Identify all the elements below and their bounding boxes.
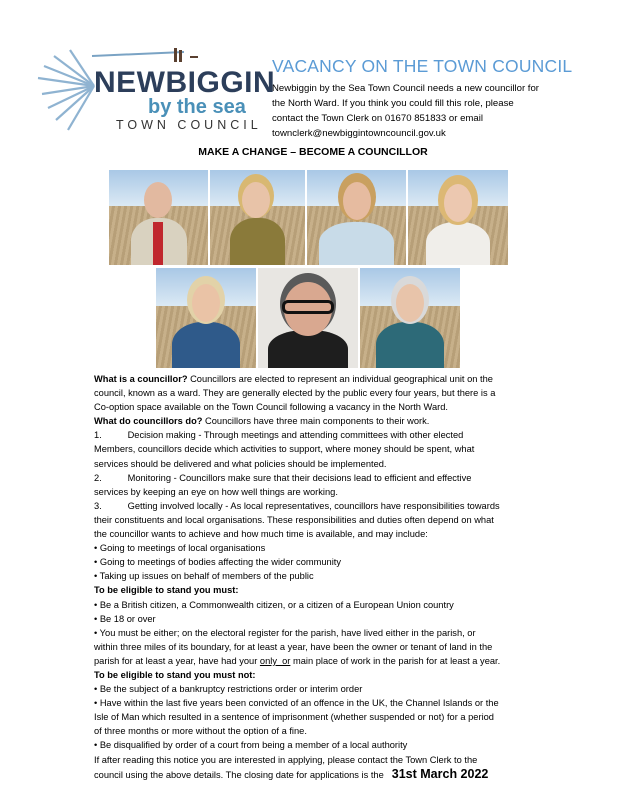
logo-wordmark: NEWBIGGIN — [94, 66, 276, 99]
body-text: Members, councillors decide which activities to support, where money should be spent, what — [94, 444, 475, 455]
sunburst-icon — [38, 50, 94, 130]
body-text: the councillor wants to achieve and how much time is available, and may include: — [94, 529, 428, 540]
body-text: Isle of Man which resulted in a sentence of imprisonment (whether suspended or not) for a period — [94, 712, 494, 723]
body-text: main place of work in the parish for at least a year. — [290, 655, 501, 666]
body-text: If after reading this notice you are interested in applying, please contact the Town Clerk to the — [94, 754, 478, 765]
headline: MAKE A CHANGE – BECOME A COUNCILLOR — [198, 146, 428, 158]
figures-icon — [174, 48, 198, 62]
numbered-item: 3. Getting involved locally - As local representatives, councillors have responsibilities towards — [94, 500, 500, 511]
body-text: council using the above details. The closing date for applications is the — [94, 769, 384, 780]
body-text: Councillors have three main components to their work. — [202, 416, 430, 427]
councillor-photo-7 — [360, 268, 460, 368]
body-text: council, known as a ward. They are generally elected by the public every four years, but there is a — [94, 388, 496, 399]
logo-tagline: by the sea — [148, 96, 246, 118]
closing-date: 31st March 2022 — [391, 766, 489, 781]
councillor-photo-6 — [258, 268, 358, 368]
body-text: within three miles of its boundary, for at least a year, have been the owner or tenant of land in the — [94, 641, 493, 652]
body-text: Co-option space available on the Town Council following a vacancy in the North Ward. — [94, 402, 448, 413]
intro-line: the North Ward. If you think you could fill this role, please — [272, 98, 514, 109]
body-text: of three months or more without the option of a fine. — [94, 726, 307, 737]
underlined-text: only or — [259, 655, 291, 666]
page-title: VACANCY ON THE TOWN COUNCIL — [272, 56, 573, 76]
logo-subtitle: TOWN COUNCIL — [116, 118, 262, 132]
body-text: services should be delivered and what policies should be implemented. — [94, 458, 387, 469]
question-heading: What do councillors do? — [94, 416, 203, 427]
what-do-paragraph — [94, 414, 530, 428]
what-is-paragraph — [94, 372, 530, 386]
intro-line: Newbiggin by the Sea Town Council needs a new councillor for — [272, 83, 540, 94]
bullet-item: • You must be either; on the electoral register for the parish, have lived either in the parish, or — [94, 627, 476, 638]
question-heading: What is a councillor? — [94, 374, 188, 384]
councillor-photo-3 — [307, 170, 406, 265]
bullet-item: • Going to meetings of bodies affecting the wider community — [94, 557, 341, 568]
body-text: their constituents and local organisations. These responsibilities and duties often depend on what — [94, 514, 494, 525]
councillor-photo-1 — [109, 170, 208, 265]
bullet-item: • Going to meetings of local organisations — [94, 543, 266, 554]
councillor-photo-5 — [156, 268, 256, 368]
bullet-item: • Taking up issues on behalf of members of the public — [94, 571, 314, 582]
notice-body — [94, 372, 530, 782]
intro-email: townclerk@newbiggintowncouncil.gov.uk — [272, 128, 446, 139]
body-text — [94, 654, 530, 668]
bullet-item: • Be disqualified by order of a court from being a member of a local authority — [94, 740, 408, 751]
councillor-photo-2 — [210, 170, 305, 265]
bullet-item: • Be 18 or over — [94, 613, 156, 624]
numbered-item: 1. Decision making - Through meetings and attending committees with other elected — [94, 430, 464, 441]
intro-text — [272, 81, 572, 141]
closing-line — [94, 767, 530, 782]
section-heading: To be eligible to stand you must not: — [94, 669, 256, 680]
body-text: parish for at least a year, have had your — [94, 655, 260, 666]
bullet-item: • Be a British citizen, a Commonwealth citizen, or a citizen of a European Union country — [94, 599, 454, 610]
councillor-photo-4 — [408, 170, 508, 265]
section-heading: To be eligible to stand you must: — [94, 585, 239, 596]
bullet-item: • Have within the last five years been convicted of an offence in the UK, the Channel Islands or the — [94, 698, 499, 709]
intro-line: contact the Town Clerk on 01670 851833 or email — [272, 113, 484, 124]
body-text: Councillors are elected to represent an individual geographical unit on the — [187, 374, 493, 384]
bullet-item: • Be the subject of a bankruptcy restrictions order or interim order — [94, 684, 363, 695]
body-text: services by keeping an eye on how well things are working. — [94, 486, 338, 497]
numbered-item: 2. Monitoring - Councillors make sure that their decisions lead to efficient and effective — [94, 472, 472, 483]
